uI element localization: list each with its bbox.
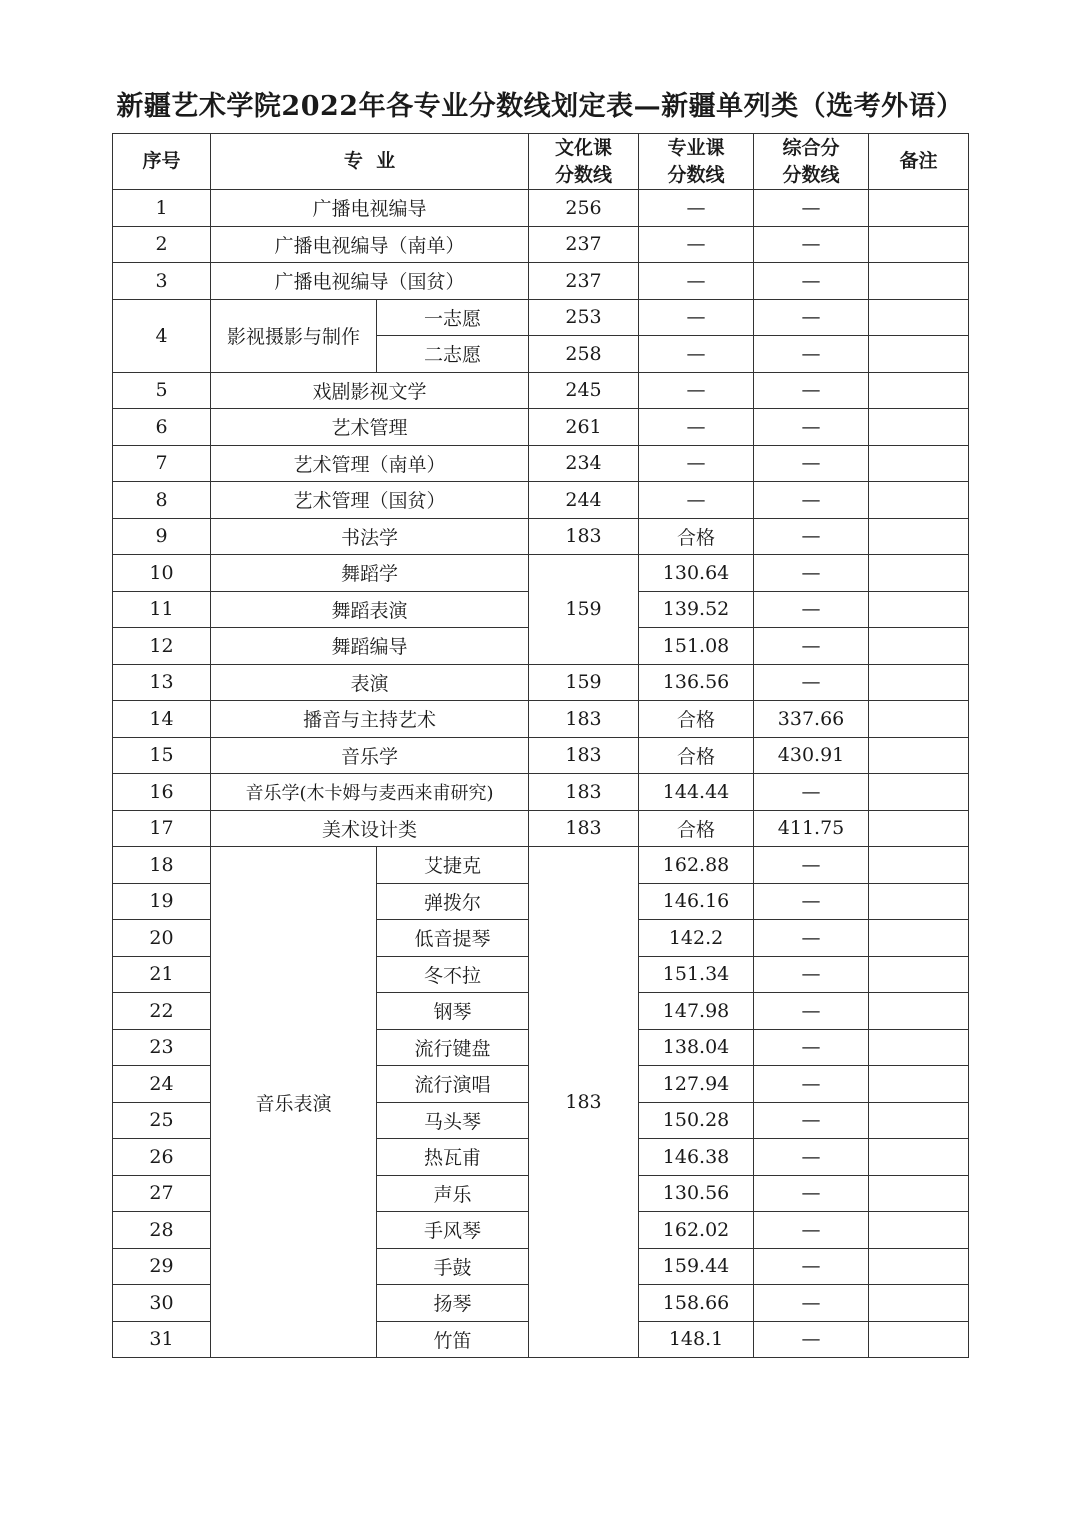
table-row	[113, 555, 969, 592]
cell-note	[869, 737, 969, 774]
cell-sub-major: 竹笛	[377, 1321, 529, 1358]
cell-culture: 183	[529, 810, 639, 847]
table-row	[113, 372, 969, 409]
cell-prof: 136.56	[639, 664, 754, 701]
cell-comp: 337.66	[754, 701, 869, 738]
cell-culture: 183	[529, 774, 639, 811]
cell-prof: —	[639, 263, 754, 300]
cell-no: 24	[113, 1066, 211, 1103]
cell-no: 1	[113, 190, 211, 227]
cell-no: 27	[113, 1175, 211, 1212]
cell-no: 22	[113, 993, 211, 1030]
cell-note	[869, 1029, 969, 1066]
cell-comp: —	[754, 409, 869, 446]
cell-prof: 130.56	[639, 1175, 754, 1212]
cell-no: 12	[113, 628, 211, 665]
cell-sub-major: 热瓦甫	[377, 1139, 529, 1176]
cell-comp: —	[754, 482, 869, 519]
cell-no: 16	[113, 774, 211, 811]
cell-major: 广播电视编导（国贫）	[211, 263, 529, 300]
cell-major: 艺术管理（南单）	[211, 445, 529, 482]
cell-note	[869, 409, 969, 446]
cell-note	[869, 1139, 969, 1176]
cell-comp: —	[754, 847, 869, 884]
cell-no: 20	[113, 920, 211, 957]
cell-sub-major: 流行键盘	[377, 1029, 529, 1066]
table-row	[113, 518, 969, 555]
cell-prof: 130.64	[639, 555, 754, 592]
cell-prof: —	[639, 409, 754, 446]
cell-prof: 162.02	[639, 1212, 754, 1249]
cell-note	[869, 920, 969, 957]
cell-no: 3	[113, 263, 211, 300]
cell-no: 10	[113, 555, 211, 592]
cell-sub-major: 流行演唱	[377, 1066, 529, 1103]
cell-prof: 162.88	[639, 847, 754, 884]
cell-sub-major: 弹拨尔	[377, 883, 529, 920]
cell-note	[869, 482, 969, 519]
cell-note	[869, 664, 969, 701]
cell-note	[869, 774, 969, 811]
cell-note	[869, 372, 969, 409]
header-composite: 综合分 分数线	[754, 134, 869, 190]
cell-comp: —	[754, 1285, 869, 1322]
cell-sub-major: 手风琴	[377, 1212, 529, 1249]
cell-comp: —	[754, 299, 869, 336]
cell-no: 28	[113, 1212, 211, 1249]
cell-culture: 234	[529, 445, 639, 482]
cell-comp: 430.91	[754, 737, 869, 774]
cell-prof: 146.38	[639, 1139, 754, 1176]
cell-prof: 150.28	[639, 1102, 754, 1139]
cell-note	[869, 299, 969, 336]
cell-comp: —	[754, 445, 869, 482]
page-title: 新疆艺术学院2022年各专业分数线划定表—新疆单列类（选考外语）	[116, 91, 964, 122]
cell-major: 广播电视编导	[211, 190, 529, 227]
cell-culture: 159	[529, 555, 639, 665]
cell-comp: —	[754, 628, 869, 665]
cell-note	[869, 190, 969, 227]
cell-comp: —	[754, 1175, 869, 1212]
cell-comp: —	[754, 1139, 869, 1176]
cell-note	[869, 226, 969, 263]
cell-comp: —	[754, 226, 869, 263]
table-row	[113, 409, 969, 446]
cell-note	[869, 1248, 969, 1285]
cell-prof: —	[639, 226, 754, 263]
cell-note	[869, 518, 969, 555]
cell-major: 播音与主持艺术	[211, 701, 529, 738]
cell-comp: —	[754, 956, 869, 993]
cell-prof: 142.2	[639, 920, 754, 957]
cell-note	[869, 1321, 969, 1358]
cell-major: 影视摄影与制作	[211, 299, 377, 372]
cell-prof: 151.34	[639, 956, 754, 993]
cell-no: 5	[113, 372, 211, 409]
cell-culture: 183	[529, 737, 639, 774]
cell-sub-major: 冬不拉	[377, 956, 529, 993]
table-row	[113, 737, 969, 774]
cell-culture: 245	[529, 372, 639, 409]
cell-prof: —	[639, 336, 754, 373]
cell-note	[869, 1212, 969, 1249]
cell-prof: 159.44	[639, 1248, 754, 1285]
cell-sub-major: 一志愿	[377, 299, 529, 336]
table-row	[113, 190, 969, 227]
cell-note	[869, 591, 969, 628]
cell-no: 31	[113, 1321, 211, 1358]
score-table	[112, 133, 969, 1358]
cell-culture: 253	[529, 299, 639, 336]
cell-note	[869, 263, 969, 300]
table-row	[113, 445, 969, 482]
cell-sub-major: 钢琴	[377, 993, 529, 1030]
cell-major: 音乐学	[211, 737, 529, 774]
cell-major: 美术设计类	[211, 810, 529, 847]
cell-note	[869, 336, 969, 373]
cell-major: 音乐表演	[211, 847, 377, 1358]
table-row	[113, 701, 969, 738]
cell-major: 艺术管理	[211, 409, 529, 446]
cell-no: 15	[113, 737, 211, 774]
cell-no: 7	[113, 445, 211, 482]
cell-comp: —	[754, 1248, 869, 1285]
cell-comp: —	[754, 993, 869, 1030]
cell-comp: —	[754, 883, 869, 920]
cell-prof: 合格	[639, 737, 754, 774]
cell-sub-major: 扬琴	[377, 1285, 529, 1322]
cell-no: 21	[113, 956, 211, 993]
cell-note	[869, 883, 969, 920]
cell-prof: 138.04	[639, 1029, 754, 1066]
cell-no: 25	[113, 1102, 211, 1139]
cell-no: 11	[113, 591, 211, 628]
cell-prof: 148.1	[639, 1321, 754, 1358]
cell-prof: —	[639, 445, 754, 482]
cell-no: 8	[113, 482, 211, 519]
cell-prof: 合格	[639, 810, 754, 847]
cell-prof: 144.44	[639, 774, 754, 811]
cell-prof: —	[639, 299, 754, 336]
cell-major: 戏剧影视文学	[211, 372, 529, 409]
header-note: 备注	[869, 134, 969, 190]
cell-comp: —	[754, 774, 869, 811]
cell-comp: —	[754, 372, 869, 409]
cell-prof: 合格	[639, 701, 754, 738]
cell-prof: 139.52	[639, 591, 754, 628]
cell-culture: 261	[529, 409, 639, 446]
header-seq: 序号	[113, 134, 211, 190]
cell-major: 舞蹈表演	[211, 591, 529, 628]
cell-comp: —	[754, 1066, 869, 1103]
cell-note	[869, 810, 969, 847]
cell-culture: 258	[529, 336, 639, 373]
cell-no: 23	[113, 1029, 211, 1066]
cell-no: 30	[113, 1285, 211, 1322]
cell-comp: —	[754, 263, 869, 300]
cell-sub-major: 马头琴	[377, 1102, 529, 1139]
cell-note	[869, 445, 969, 482]
cell-prof: 127.94	[639, 1066, 754, 1103]
cell-note	[869, 956, 969, 993]
cell-no: 6	[113, 409, 211, 446]
header-major: 专 业	[211, 134, 529, 190]
header-culture: 文化课 分数线	[529, 134, 639, 190]
cell-culture: 244	[529, 482, 639, 519]
cell-major: 表演	[211, 664, 529, 701]
cell-culture: 256	[529, 190, 639, 227]
cell-major: 舞蹈学	[211, 555, 529, 592]
cell-prof: 151.08	[639, 628, 754, 665]
cell-culture: 183	[529, 847, 639, 1358]
cell-prof: 158.66	[639, 1285, 754, 1322]
cell-note	[869, 1066, 969, 1103]
cell-no: 9	[113, 518, 211, 555]
cell-prof: —	[639, 372, 754, 409]
cell-no: 2	[113, 226, 211, 263]
cell-culture: 183	[529, 518, 639, 555]
cell-prof: —	[639, 190, 754, 227]
cell-comp: —	[754, 336, 869, 373]
cell-culture: 237	[529, 226, 639, 263]
cell-no: 13	[113, 664, 211, 701]
cell-comp: —	[754, 1029, 869, 1066]
cell-no: 14	[113, 701, 211, 738]
cell-sub-major: 低音提琴	[377, 920, 529, 957]
cell-major: 舞蹈编导	[211, 628, 529, 665]
cell-prof: 147.98	[639, 993, 754, 1030]
cell-comp: —	[754, 1321, 869, 1358]
cell-comp: —	[754, 190, 869, 227]
table-row	[113, 226, 969, 263]
cell-comp: —	[754, 518, 869, 555]
cell-sub-major: 声乐	[377, 1175, 529, 1212]
cell-no: 26	[113, 1139, 211, 1176]
cell-major: 艺术管理（国贫）	[211, 482, 529, 519]
table-row	[113, 263, 969, 300]
header-row	[113, 134, 969, 190]
cell-sub-major: 手鼓	[377, 1248, 529, 1285]
cell-comp: 411.75	[754, 810, 869, 847]
table-row	[113, 810, 969, 847]
cell-major: 音乐学(木卡姆与麦西来甫研究)	[211, 774, 529, 811]
cell-culture: 183	[529, 701, 639, 738]
cell-comp: —	[754, 591, 869, 628]
cell-sub-major: 艾捷克	[377, 847, 529, 884]
cell-major: 书法学	[211, 518, 529, 555]
cell-prof: 146.16	[639, 883, 754, 920]
cell-comp: —	[754, 1212, 869, 1249]
cell-no: 19	[113, 883, 211, 920]
cell-culture: 237	[529, 263, 639, 300]
cell-comp: —	[754, 920, 869, 957]
cell-no: 4	[113, 299, 211, 372]
cell-note	[869, 628, 969, 665]
cell-note	[869, 701, 969, 738]
header-professional: 专业课 分数线	[639, 134, 754, 190]
cell-note	[869, 1102, 969, 1139]
cell-no: 29	[113, 1248, 211, 1285]
cell-sub-major: 二志愿	[377, 336, 529, 373]
table-row	[113, 847, 969, 884]
table-row	[113, 774, 969, 811]
table-row	[113, 299, 969, 336]
cell-note	[869, 555, 969, 592]
table-row	[113, 482, 969, 519]
table-row	[113, 664, 969, 701]
cell-no: 18	[113, 847, 211, 884]
cell-comp: —	[754, 664, 869, 701]
cell-comp: —	[754, 555, 869, 592]
cell-prof: —	[639, 482, 754, 519]
cell-note	[869, 847, 969, 884]
cell-note	[869, 993, 969, 1030]
cell-note	[869, 1175, 969, 1212]
cell-note	[869, 1285, 969, 1322]
cell-major: 广播电视编导（南单）	[211, 226, 529, 263]
cell-no: 17	[113, 810, 211, 847]
cell-culture: 159	[529, 664, 639, 701]
cell-prof: 合格	[639, 518, 754, 555]
cell-comp: —	[754, 1102, 869, 1139]
